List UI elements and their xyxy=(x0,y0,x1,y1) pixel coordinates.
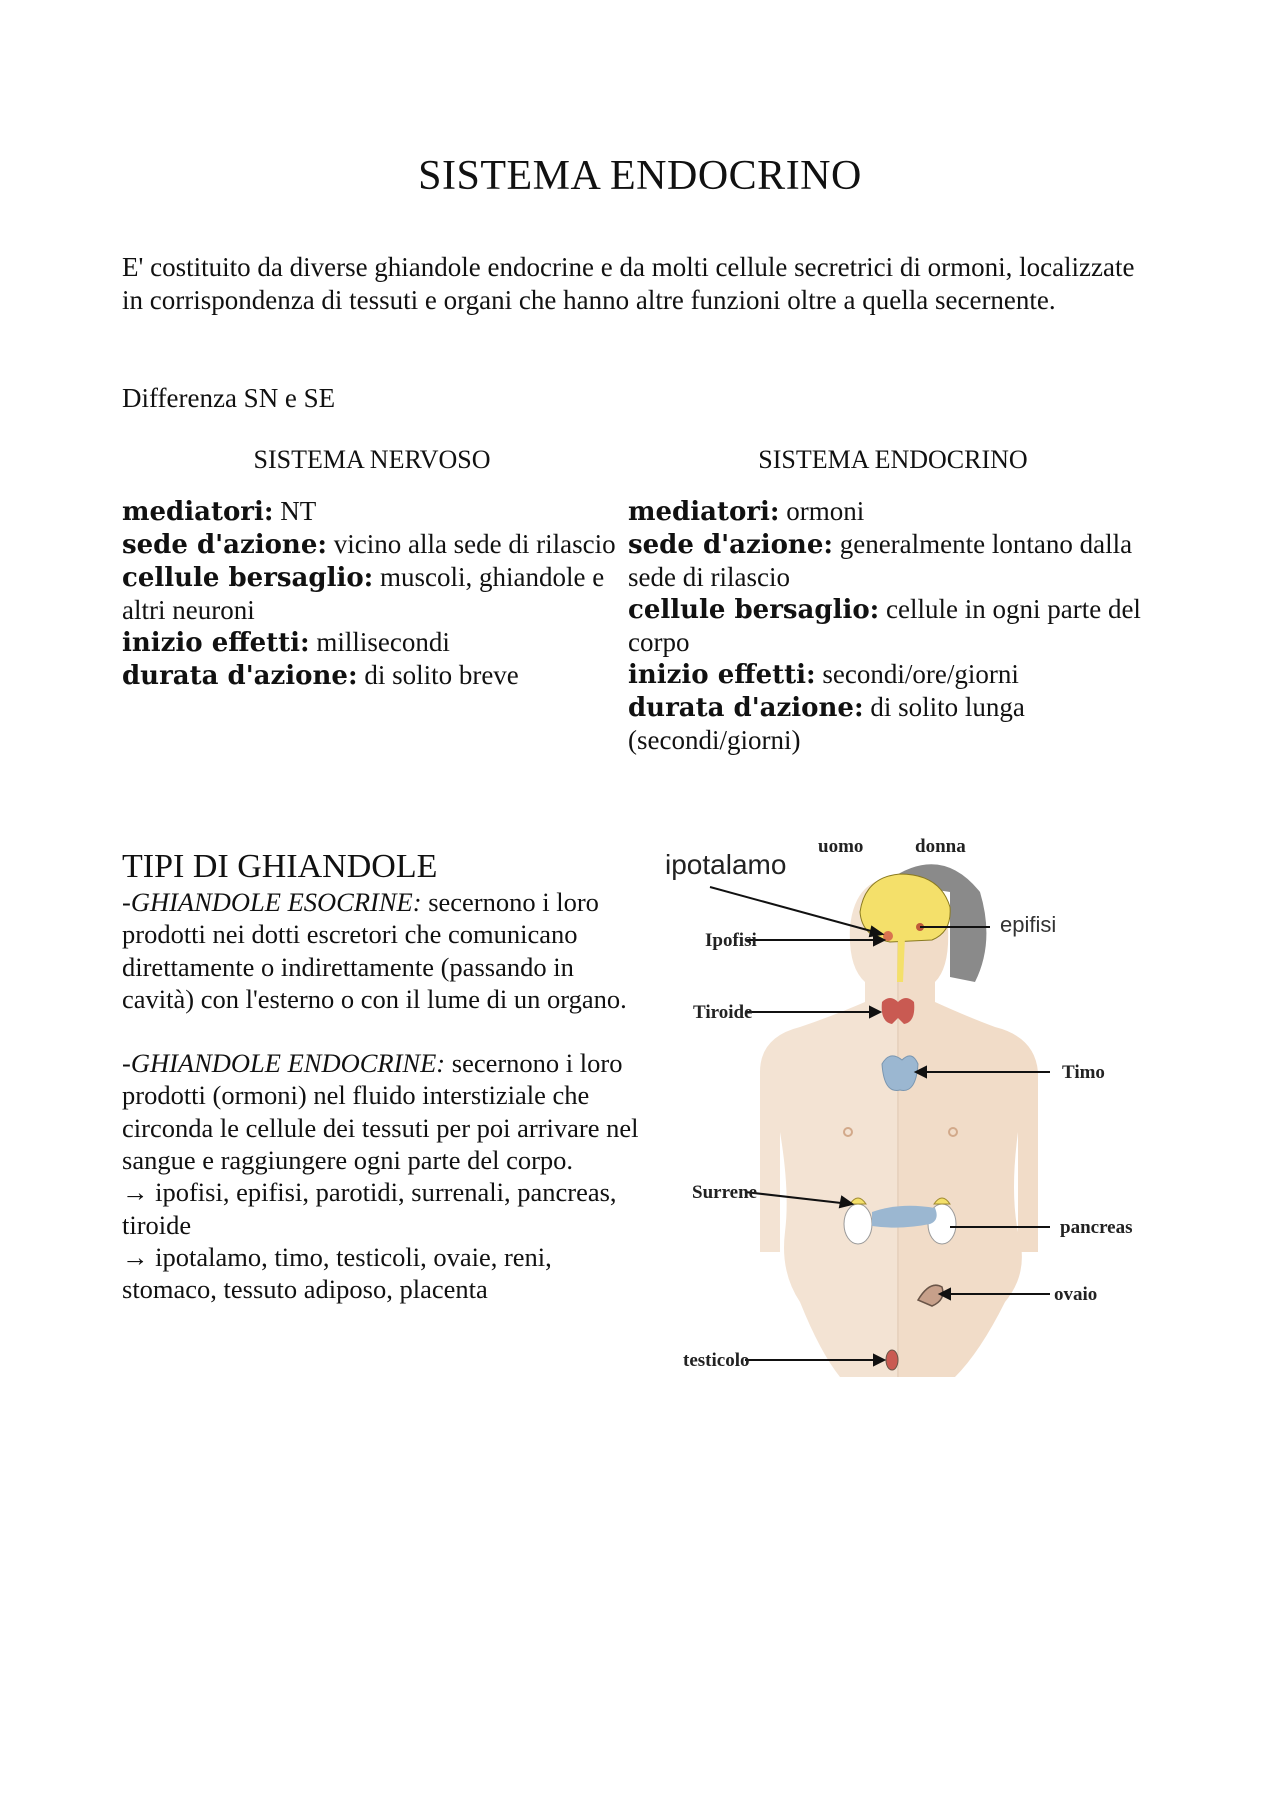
left-kidney xyxy=(844,1204,872,1244)
row-key: mediatori: xyxy=(122,497,274,527)
label-surrene: Surrene xyxy=(692,1182,758,1203)
gland-types-title: TIPI DI GHIANDOLE xyxy=(122,848,438,885)
label-pancreas: pancreas xyxy=(1060,1217,1133,1238)
row-value: di solito breve xyxy=(357,660,519,690)
exocrine-paragraph xyxy=(122,886,642,1015)
page-title: SISTEMA ENDOCRINO xyxy=(418,153,862,199)
row-value: muscoli, ghiandole e altri neuroni xyxy=(122,562,605,625)
row-value: secondi/ore/giorni xyxy=(815,659,1019,689)
row-value: NT xyxy=(273,496,317,526)
row-value: di solito lunga (secondi/giorni) xyxy=(628,692,1025,755)
endocrine-definition: secernono i loro prodotti (ormoni) nel fluido interstiziale che circonda le cellule dei tessuti per poi arrivare nel sangue e raggiungere ogni parte del corpo. xyxy=(122,1048,639,1176)
row-key: durata d'azione: xyxy=(122,661,358,691)
comparison-row xyxy=(628,658,1148,691)
row-key: cellule bersaglio: xyxy=(122,563,374,593)
label-timo: Timo xyxy=(1062,1062,1105,1083)
male-body-half xyxy=(760,877,898,1377)
label-epifisi: epifisi xyxy=(1000,912,1057,937)
intro-paragraph: E' costituito da diverse ghiandole endocrine e da molti cellule secretrici di ormoni, localizzate in corrispondenza di tessuti e organi che hanno altre funzioni oltre a quella secernente. xyxy=(122,252,1135,315)
exocrine-definition: secernono i loro prodotti nei dotti escretori che comunicano direttamente o indirettamente (passando in cavità) con l'esterno o con il lume di un organo. xyxy=(122,887,627,1014)
exocrine-term: -GHIANDOLE ESOCRINE: xyxy=(122,887,422,917)
nervous-system-header: SISTEMA NERVOSO xyxy=(253,445,491,474)
comparison-row xyxy=(122,659,622,692)
body-illustration xyxy=(650,832,1150,1408)
thymus-gland xyxy=(882,1056,918,1091)
label-donna: donna xyxy=(915,836,966,857)
label-uomo: uomo xyxy=(818,836,864,857)
label-testicolo: testicolo xyxy=(683,1350,750,1371)
row-key: inizio effetti: xyxy=(628,660,816,690)
row-value: generalmente lontano dalla sede di rilascio xyxy=(628,529,1133,592)
endocrine-glands-diagram xyxy=(650,832,1150,1408)
comparison-row xyxy=(628,495,1148,528)
gland-types-body xyxy=(122,886,642,1306)
comparison-row xyxy=(628,593,1148,658)
row-key: cellule bersaglio: xyxy=(628,595,880,625)
row-key: sede d'azione: xyxy=(628,530,833,560)
label-ipotalamo: ipotalamo xyxy=(665,849,787,880)
nervous-system-column xyxy=(122,495,622,692)
row-key: sede d'azione: xyxy=(122,530,327,560)
row-value: ormoni xyxy=(779,496,865,526)
comparison-row xyxy=(122,561,622,626)
gland-list-2: → ipotalamo, timo, testicoli, ovaie, reni, stomaco, tessuto adiposo, placenta xyxy=(122,1241,552,1305)
row-value: millisecondi xyxy=(309,627,450,657)
comparison-row xyxy=(628,528,1148,593)
row-key: mediatori: xyxy=(628,497,780,527)
label-ovaio: ovaio xyxy=(1054,1284,1098,1305)
label-ipofisi: Ipofisi xyxy=(705,930,757,951)
difference-label: Differenza SN e SE xyxy=(122,383,336,413)
endocrine-paragraph xyxy=(122,1047,642,1176)
endocrine-system-column xyxy=(628,495,1148,756)
row-key: inizio effetti: xyxy=(122,628,310,658)
comparison-row xyxy=(122,626,622,659)
testicle-gland xyxy=(886,1350,898,1370)
row-key: durata d'azione: xyxy=(628,693,864,723)
endocrine-system-header: SISTEMA ENDOCRINO xyxy=(758,445,1028,474)
label-tiroide: Tiroide xyxy=(693,1002,753,1023)
endocrine-term: -GHIANDOLE ENDOCRINE: xyxy=(122,1048,446,1079)
gland-list-1: → ipofisi, epifisi, parotidi, surrenali, pancreas, tiroide xyxy=(122,1177,617,1240)
row-value: vicino alla sede di rilascio xyxy=(326,529,616,559)
comparison-row xyxy=(122,528,622,561)
row-value: cellule in ogni parte del corpo xyxy=(628,594,1141,657)
comparison-row xyxy=(628,691,1148,756)
comparison-row xyxy=(122,495,622,528)
